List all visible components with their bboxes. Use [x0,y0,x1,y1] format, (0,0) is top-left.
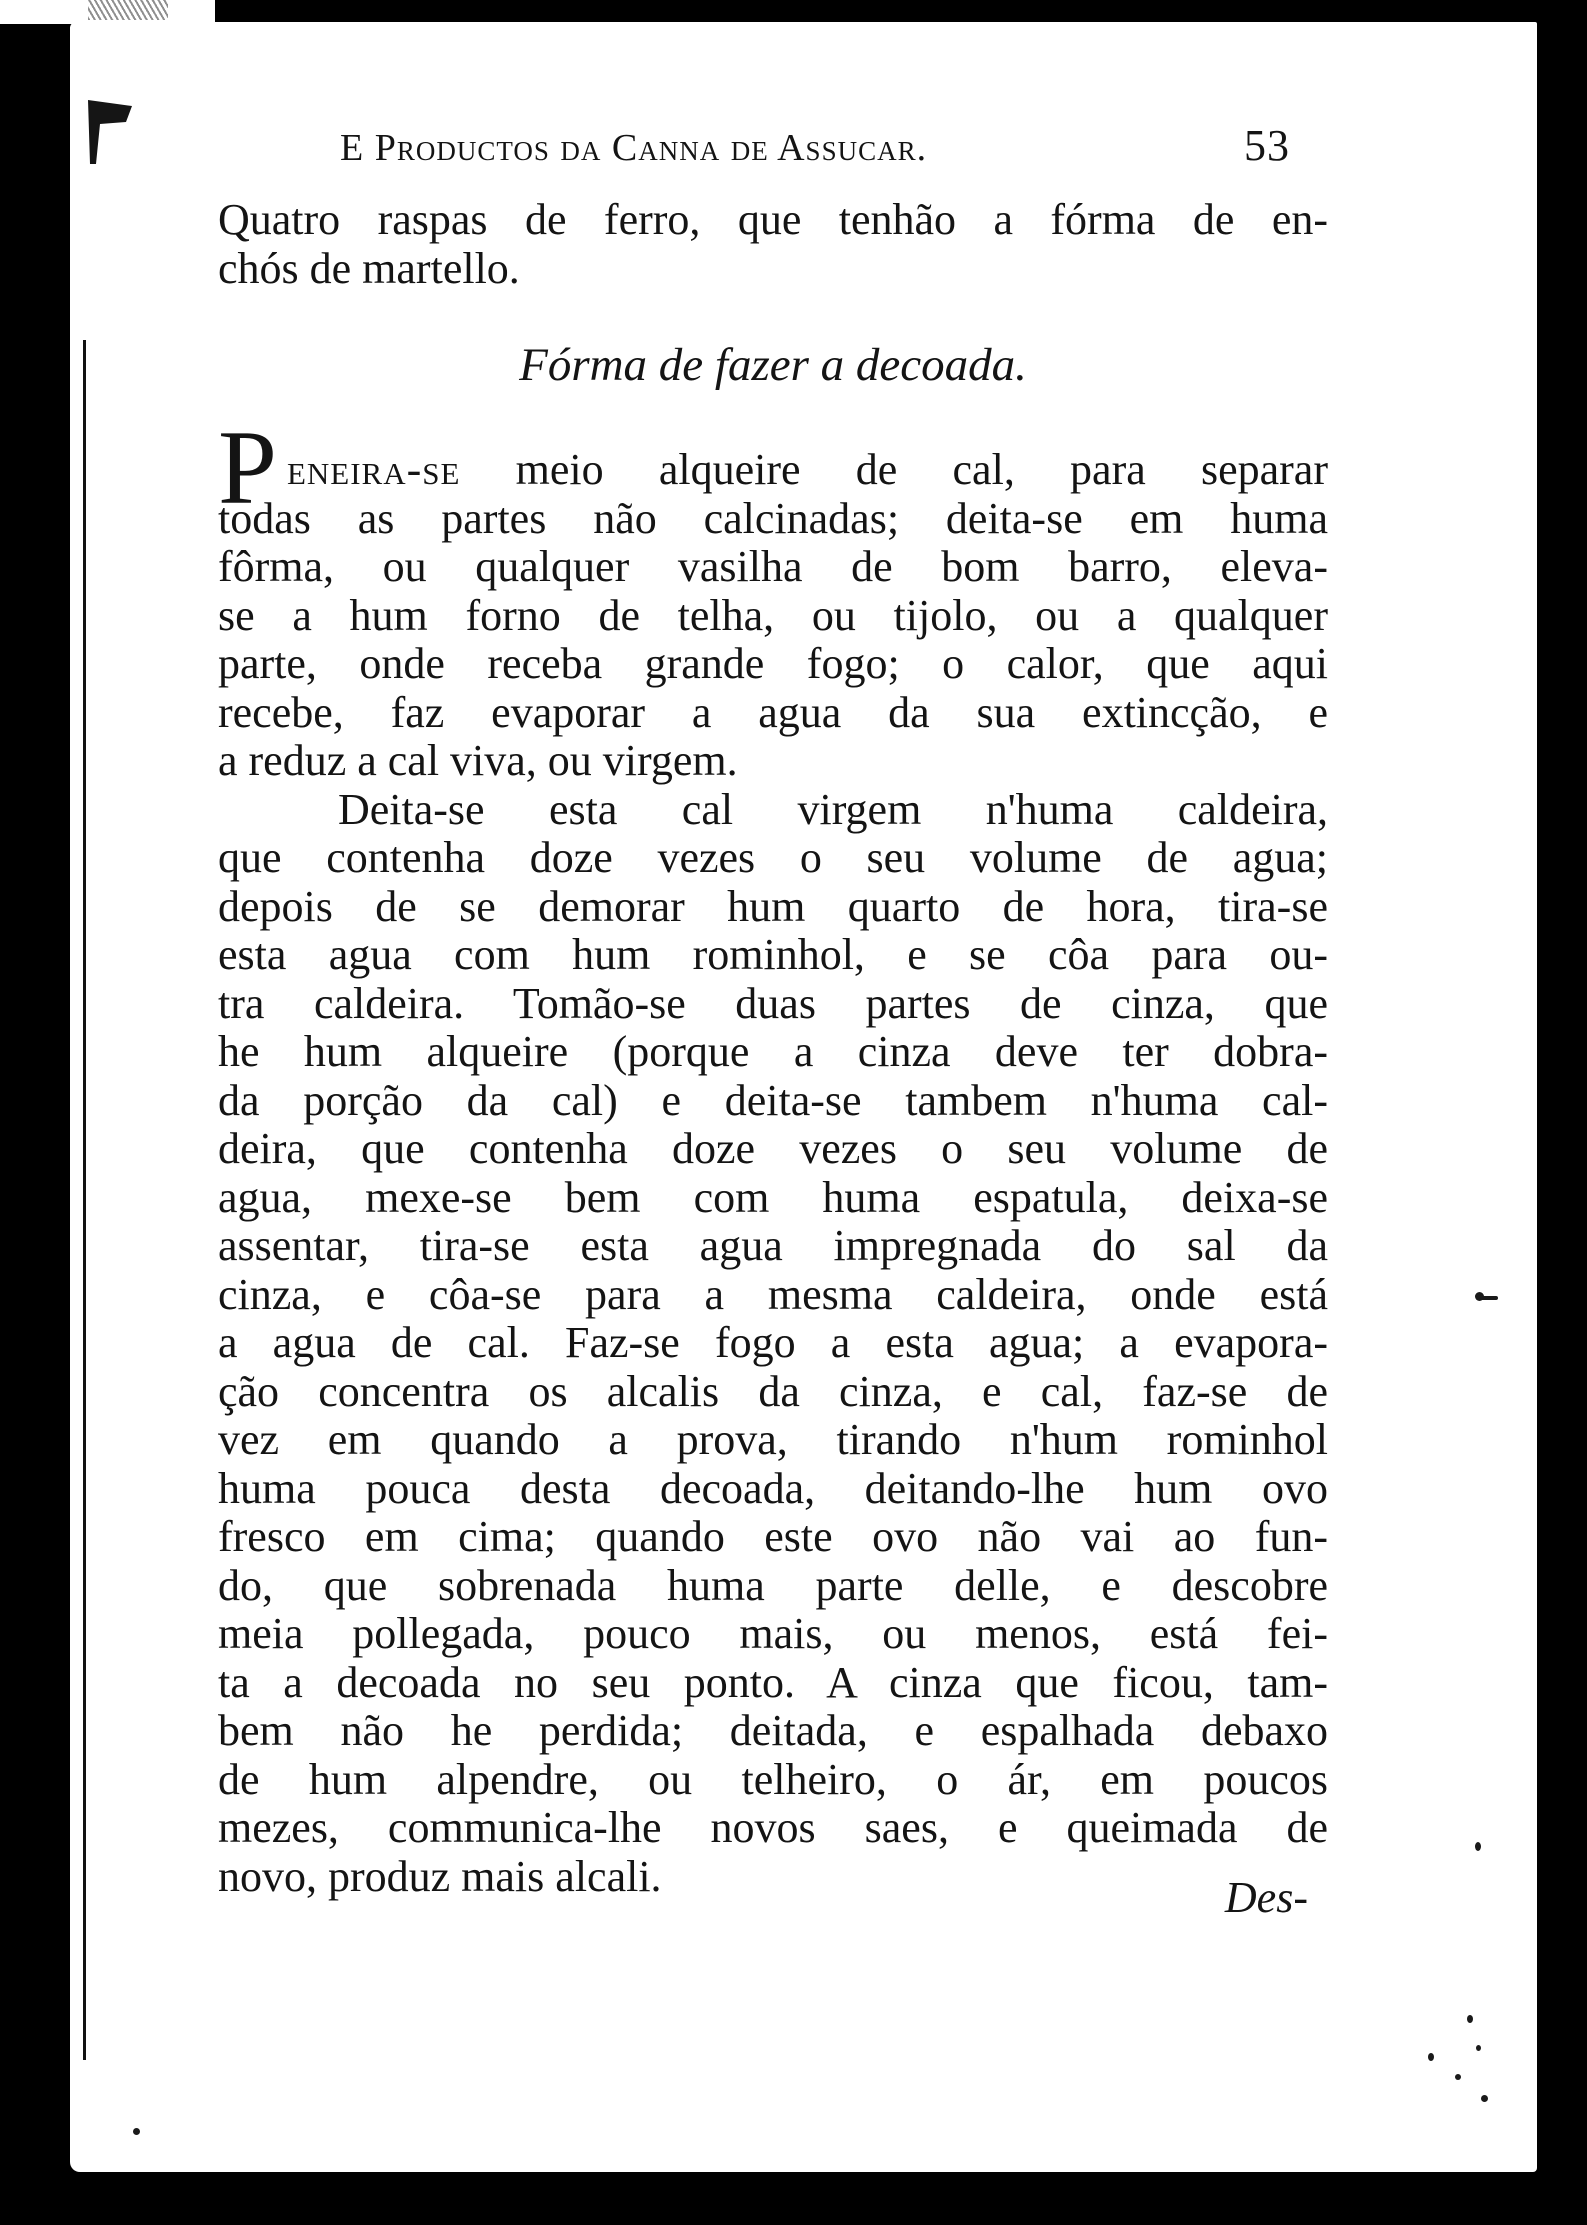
text-line: assentar, tira-se esta agua impregnada do sal da [218,1221,1328,1270]
text-line: deira, que contenha doze vezes o seu volume de [218,1124,1328,1173]
ink-speck [1428,2053,1434,2061]
text-line: do, que sobrenada huma parte delle, e descobre [218,1560,1328,1610]
text-line: meia pollegada, pouco mais, ou menos, está fei- [218,1609,1328,1658]
scan-edge-top [0,0,215,24]
ink-speck [1455,2074,1461,2080]
text-line: a agua de cal. Faz-se fogo a esta agua; a evapora- [218,1318,1328,1367]
smallcaps-word: eneira-se [286,445,461,494]
running-head-title: E Productos da Canna de Assucar. [340,127,928,169]
ink-speck [1475,1842,1481,1851]
text-line: que contenha doze vezes o seu volume de agua; [218,833,1328,882]
text-line: fôrma, ou qualquer vasilha de bom barro, eleva- [218,542,1328,591]
text-line: todas as partes não calcinadas; deita-se em huma [218,493,1328,543]
text-line: se a hum forno de telha, ou tijolo, ou a qualquer [218,590,1328,640]
text-line: fresco em cima; quando este ovo não vai ao fun- [218,1512,1328,1561]
scan-smudge [88,0,168,20]
text-line: he hum alqueire (porque a cinza deve ter dobra- [218,1027,1328,1076]
text-line: esta agua com hum rominhol, e se côa para ou- [218,930,1328,979]
text-line: mezes, communica-lhe novos saes, e queimada de [218,1803,1328,1852]
drop-cap: P [218,409,277,526]
catchword: Des- [1224,1873,1308,1922]
ink-speck [133,2128,140,2135]
text-line: Deita-se esta cal virgem n'huma caldeira, [338,784,1328,834]
text-line: Quatro raspas de ferro, que tenhão a fórma de en- [218,195,1328,244]
running-head [340,120,1290,180]
ink-speck [1467,2015,1473,2023]
text-line: recebe, faz evaporar a agua da sua extincção, e [218,687,1328,737]
text-line: ta a decoada no seu ponto. A cinza que ficou, tam- [218,1657,1328,1707]
section-heading: Fórma de fazer a decoada. [519,339,1027,391]
text-line: ção concentra os alcalis da cinza, e cal, faz-se de [218,1366,1328,1416]
text-line: chós de martello. [218,243,520,293]
first-line-rest: meio alqueire de cal, para separar [460,445,1328,494]
text-line: da porção da cal) e deita-se tambem n'huma cal- [218,1075,1328,1125]
text-line: depois de se demorar hum quarto de hora, tira-se [218,881,1328,931]
text-line: novo, produz mais alcali. [218,1851,662,1901]
ink-speck [1480,1296,1498,1300]
text-line: a reduz a cal viva, ou virgem. [218,736,738,785]
text-line: agua, mexe-se bem com huma espatula, deixa-se [218,1172,1328,1222]
intro-text [218,196,1328,293]
text-line: cinza, e côa-se para a mesma caldeira, onde está [218,1269,1328,1319]
body-text [218,409,1328,1901]
text-line: parte, onde receba grande fogo; o calor, que aqui [218,639,1328,688]
page-number: 53 [1244,121,1290,170]
margin-rule [83,340,86,2060]
corner-ink-mark [86,96,136,166]
ink-speck [1476,2045,1481,2051]
ink-speck [1481,2095,1488,2102]
text-line: bem não he perdida; deitada, e espalhada debaxo [218,1706,1328,1755]
text-line: tra caldeira. Tomão-se duas partes de cinza, que [218,978,1328,1028]
text-line: de hum alpendre, ou telheiro, o ár, em poucos [218,1754,1328,1804]
text-line: vez em quando a prova, tirando n'hum rominhol [218,1415,1328,1464]
text-line: huma pouca desta decoada, deitando-lhe hum ovo [218,1463,1328,1513]
